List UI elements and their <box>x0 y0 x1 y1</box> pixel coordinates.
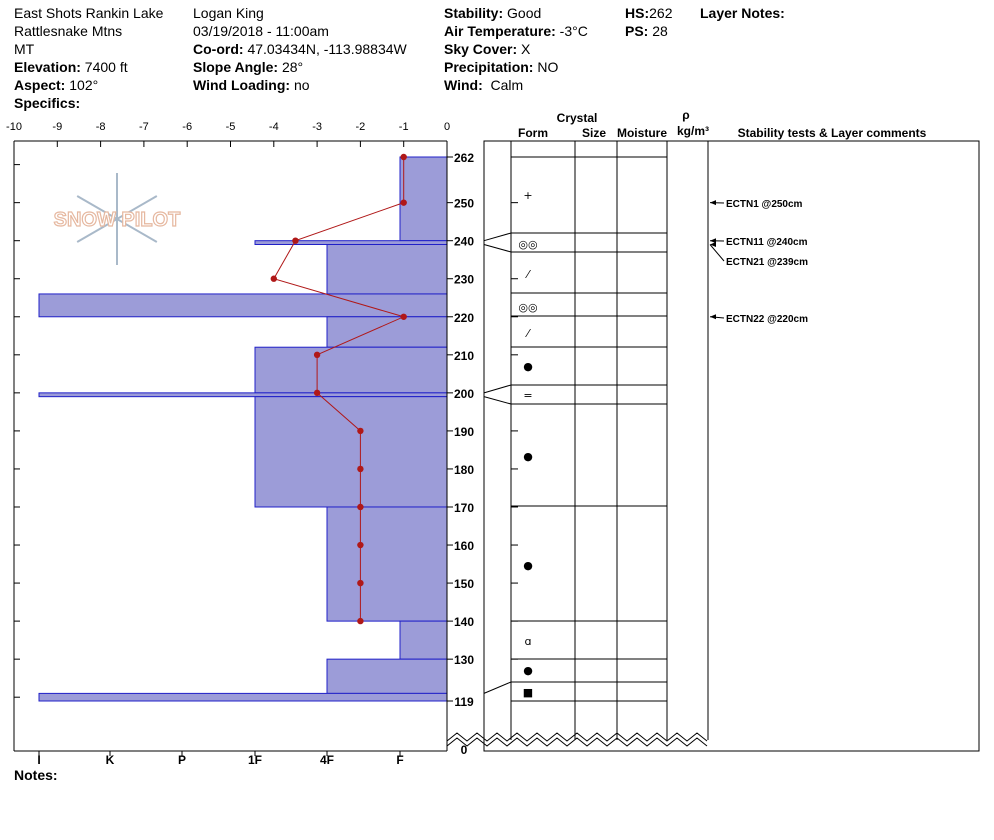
depth-tick-label: 180 <box>453 462 475 477</box>
temperature-tick-label: -3 <box>312 121 322 133</box>
wind-row: Wind: Calm <box>444 77 524 93</box>
hardness-tick-label: P <box>177 753 187 767</box>
stability-test-label: ECTN21 @239cm <box>726 257 809 268</box>
stability-test-leader <box>710 244 724 261</box>
temperature-point <box>357 428 363 434</box>
temperature-point <box>271 276 277 282</box>
temperature-point <box>314 352 320 358</box>
stability-test-label: ECTN11 @240cm <box>726 237 808 248</box>
hardness-tick-label: 4F <box>319 753 335 767</box>
snowpilot-logo-text: SNOW PILOT <box>53 209 181 231</box>
hardness-tick-label: K <box>105 753 115 767</box>
grain-form-symbol: ɑ <box>524 635 532 648</box>
stability-test-label: ECTN1 @250cm <box>726 199 803 210</box>
precip-value: NO <box>537 59 559 75</box>
grain-form-symbol: ● <box>523 664 533 677</box>
temperature-tick-label: -1 <box>398 121 409 133</box>
temperature-point <box>401 314 407 320</box>
depth-tick-label: 170 <box>453 500 475 515</box>
observation-datetime: 03/19/2018 - 11:00am <box>193 23 329 39</box>
wind-value: Calm <box>490 77 524 93</box>
precip-row: Precipitation: NO <box>444 59 559 75</box>
grain-form-symbol: ● <box>523 360 533 373</box>
grain-form-symbol: ● <box>523 559 533 572</box>
layer-connector <box>484 385 511 393</box>
temperature-point <box>357 542 363 548</box>
form-header: Form <box>518 126 548 140</box>
depth-tick-label: 200 <box>453 386 475 401</box>
air-temp-value: -3°C <box>559 23 588 39</box>
hardness-tick-label: I <box>37 753 41 767</box>
stability-value: Good <box>507 5 542 21</box>
snowpilot-logo <box>54 173 181 265</box>
crystal-header: Crystal <box>556 111 598 125</box>
grain-form-symbol: = <box>523 389 533 402</box>
layer-connector <box>484 233 511 241</box>
temperature-point <box>401 199 407 205</box>
hs-row: HS:262 <box>625 5 673 21</box>
hardness-tick-label: F <box>396 753 404 767</box>
temperature-tick-label: -4 <box>268 121 279 133</box>
depth-tick-label: 119 <box>454 695 474 709</box>
ps-row: PS: 28 <box>625 23 668 39</box>
elevation-row: Elevation: 7400 ft <box>14 59 128 75</box>
grain-form-symbol: + <box>523 189 533 202</box>
axis-break-zigzag <box>447 733 707 741</box>
sky-row: Sky Cover: X <box>444 41 531 57</box>
grain-form-symbol: ◎◎ <box>518 238 538 251</box>
temperature-point <box>357 580 363 586</box>
temperature-point <box>292 237 298 243</box>
aspect-row: Aspect: 102° <box>14 77 99 93</box>
grain-form-symbol: ⁄ <box>527 268 529 281</box>
temperature-tick-label: -6 <box>182 121 193 133</box>
depth-tick-label: 140 <box>453 615 475 630</box>
temperature-point <box>357 618 363 624</box>
grain-form-symbol: ⁄ <box>527 327 529 340</box>
temperature-tick-label: -10 <box>6 121 22 133</box>
location-line-3: MT <box>14 41 35 57</box>
slope-row: Slope Angle: 28° <box>193 59 304 75</box>
axis-break-zigzag <box>447 738 707 746</box>
slope-value: 28° <box>281 59 304 75</box>
wind-loading-value: no <box>293 77 310 93</box>
grain-form-symbol: ● <box>523 450 533 463</box>
temperature-tick-label: -2 <box>355 121 366 133</box>
layer-connector <box>484 244 511 252</box>
temperature-point <box>357 466 363 472</box>
depth-tick-label: 0 <box>460 743 468 757</box>
temperature-point <box>314 390 320 396</box>
elevation-value: 7400 ft <box>84 59 128 75</box>
coord-row: Co-ord: 47.03434N, -113.98834W <box>193 41 407 57</box>
temperature-point <box>357 504 363 510</box>
depth-tick-label: 220 <box>453 310 475 325</box>
density-header: kg/m³ <box>676 124 710 138</box>
temperature-point <box>401 154 407 160</box>
hardness-bar <box>327 244 447 293</box>
sky-value: X <box>521 41 531 57</box>
specifics-row: Specifics: <box>14 95 81 111</box>
stability-test-arrow <box>710 200 716 205</box>
stability-test-arrow <box>710 314 716 319</box>
hardness-bar <box>39 393 447 397</box>
hardness-bar <box>327 659 447 693</box>
size-header: Size <box>581 126 607 140</box>
depth-tick-label: 160 <box>453 539 475 554</box>
stability-header: Stability tests & Layer comments <box>737 126 927 140</box>
temperature-tick-label: -5 <box>225 121 236 133</box>
observer-name: Logan King <box>193 5 264 21</box>
depth-tick-label: 262 <box>453 151 475 165</box>
temperature-tick-label: -9 <box>52 121 63 133</box>
hardness-bar <box>255 397 447 507</box>
moisture-header: Moisture <box>616 126 668 140</box>
depth-tick-label: 240 <box>453 234 475 249</box>
temperature-tick-label: -7 <box>139 121 149 133</box>
depth-tick-label: 150 <box>453 577 475 592</box>
layer-connector <box>484 397 511 404</box>
notes-label: Notes: <box>14 767 58 783</box>
hs-value: 262 <box>649 5 673 21</box>
temperature-tick-label: 0 <box>443 121 451 133</box>
depth-tick-label: 190 <box>453 424 475 439</box>
depth-tick-label: 210 <box>453 348 475 363</box>
grain-form-symbol: ■ <box>522 686 534 699</box>
layer-connector <box>484 682 511 693</box>
hardness-bar <box>39 294 447 317</box>
depth-tick-label: 230 <box>453 272 475 287</box>
ps-value: 28 <box>652 23 668 39</box>
coord-value: 47.03434N, -113.98834W <box>247 41 407 57</box>
layer-notes-label: Layer Notes: <box>700 5 785 21</box>
rho-header: ρ <box>682 108 690 122</box>
air-temp-row: Air Temperature: -3°C <box>444 23 588 39</box>
hardness-bar <box>39 693 447 701</box>
location-line-2: Rattlesnake Mtns <box>14 23 123 39</box>
hardness-bar <box>400 621 447 659</box>
grain-form-symbol: ◎◎ <box>518 301 538 314</box>
hardness-tick-label: 1F <box>247 753 263 767</box>
stability-test-label: ECTN22 @220cm <box>726 314 809 325</box>
hardness-bar <box>255 347 447 393</box>
aspect-value: 102° <box>69 77 99 93</box>
wind-loading-row: Wind Loading: no <box>193 77 310 93</box>
temperature-tick-label: -8 <box>95 121 106 133</box>
hardness-bar <box>327 507 447 621</box>
stability-row: Stability: Good <box>444 5 542 21</box>
depth-tick-label: 250 <box>453 196 475 211</box>
depth-tick-label: 130 <box>453 653 475 668</box>
hardness-bar <box>255 241 447 245</box>
location-line-1: East Shots Rankin Lake <box>14 5 164 21</box>
hardness-bar <box>400 157 447 241</box>
